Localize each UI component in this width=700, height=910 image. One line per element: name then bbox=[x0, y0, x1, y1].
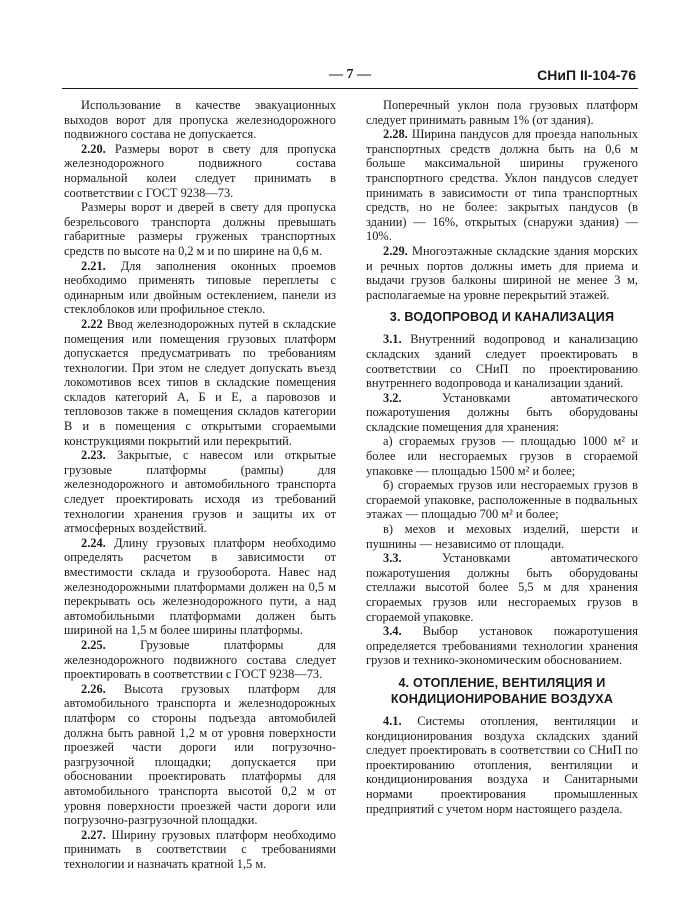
paragraph bbox=[366, 391, 638, 435]
paragraph-text: б) сгораемых грузов или несгораемых грузов в сгораемой упаковке, расположенные в подвальных этажах — площадью 700 м² и более; bbox=[366, 478, 638, 522]
clause-number: 3.4. bbox=[383, 624, 402, 639]
paragraph bbox=[64, 142, 336, 200]
paragraph bbox=[64, 448, 336, 536]
paragraph-text: Ширина пандусов для проезда напольных транспортных средств должна быть на 0,6 м больше максимальной ширины груженого транспортного средства. Уклон пандусов следует принимать в зависимости от типа транспортных средств, но не более: закрытых пандусов (в здании) — 16%, открытых (снаружи здания) — 10%. bbox=[366, 127, 638, 244]
clause-number: 2.24. bbox=[81, 535, 106, 550]
paragraph bbox=[366, 522, 638, 551]
section-4-heading: 4. ОТОПЛЕНИЕ, ВЕНТИЛЯЦИЯ И КОНДИЦИОНИРОВАНИЕ ВОЗДУХА bbox=[390, 675, 614, 706]
paragraph bbox=[366, 98, 638, 127]
paragraph bbox=[366, 624, 638, 668]
paragraph-text: Длину грузовых платформ необходимо определять расчетом в зависимости от вместимости склада и грузооборота. Навес над железнодорожными платформами должен на 0,5 м перекрывать ось железнодорожного пути, а над автомобильными платформами должен быть шириной на 1,5 м более ширины платформы. bbox=[64, 535, 336, 638]
clause-number: 3.3. bbox=[383, 551, 402, 566]
paragraph-text: Внутренний водопровод и канализацию складских зданий следует проектировать в соответствии со СНиП по проектированию внутреннего водопровода и канализации зданий. bbox=[366, 332, 638, 391]
paragraph-text: Выбор установок пожаротушения определяется требованиями технологии хранения грузов и технико-экономическим обоснованием. bbox=[366, 624, 638, 668]
paragraph-text: Системы отопления, вентиляции и кондиционирования воздуха складских зданий следует проектировать в соответствии со СНиП по проектированию отопления, вентиляции и кондиционирования воздуха и Санитарными нормами проектирования промышленных предприятий с учетом норм настоящего раздела. bbox=[366, 713, 638, 816]
clause-number: 2.27. bbox=[81, 827, 106, 842]
paragraph-text: Установками автоматического пожаротушения должны быть оборудованы складские помещения для хранения: bbox=[366, 390, 638, 434]
paragraph bbox=[366, 332, 638, 390]
paragraph bbox=[64, 200, 336, 258]
page-number: — 7 — bbox=[329, 67, 371, 82]
paragraph bbox=[366, 714, 638, 816]
clause-number: 2.23. bbox=[81, 448, 106, 463]
clause-number: 2.28. bbox=[383, 127, 408, 142]
paragraph-text: Ширину грузовых платформ необходимо принимать в соответствии с требованиями технологии и назначать кратной 1,5 м. bbox=[64, 827, 336, 871]
section-3-body bbox=[366, 332, 638, 668]
right-column bbox=[366, 98, 638, 816]
paragraph bbox=[64, 638, 336, 682]
paragraph-text: а) сгораемых грузов — площадью 1000 м² и более или несгораемых грузов в сгораемой упаковке — площадью 1500 м² и более; bbox=[366, 434, 638, 478]
paragraph-text: Установками автоматического пожаротушения должны быть оборудованы стеллажи высотой более 5,5 м для хранения сгораемых грузов или несгораемых грузов в сгораемой упаковке. bbox=[366, 551, 638, 624]
document-code: СНиП II-104-76 bbox=[537, 67, 636, 83]
paragraph-text: Ввод железнодорожных путей в складские помещения или помещения грузовых платформ допускается предусматривать по требованиям технологии. При этом не следует допускать въезд локомотивов всех типов в складские помещения складов категорий А, Б и Е, а паровозов и тепловозов также в помещения складов категории В и в помещения с открытыми сгораемыми конструкциями покрытий или перекрытий. bbox=[64, 316, 336, 448]
left-column bbox=[64, 98, 336, 871]
paragraph-text: Поперечный уклон пола грузовых платформ следует принимать равным 1% (от здания). bbox=[366, 98, 638, 127]
clause-number: 3.2. bbox=[383, 390, 402, 405]
section-4-body bbox=[366, 714, 638, 816]
header-rule bbox=[62, 88, 638, 89]
clause-number: 3.1. bbox=[383, 332, 402, 347]
paragraph bbox=[64, 259, 336, 317]
paragraph-text: Закрытые, с навесом или открытые грузовые платформы (рампы) для железнодорожного и автомобильного транспорта следует проектировать исходя из требований технологии хранения грузов и защиты их от атмосферных воздействий. bbox=[64, 448, 336, 536]
paragraph bbox=[64, 317, 336, 448]
paragraph-text: Размеры ворот в свету для пропуска железнодорожного подвижного состава нормальной колеи следует принимать в соответствии с ГОСТ 9238—73. bbox=[64, 141, 336, 200]
paragraph-text: в) мехов и меховых изделий, шерсти и пушнины — независимо от площади. bbox=[366, 522, 638, 551]
paragraph bbox=[366, 434, 638, 478]
right-column-top bbox=[366, 98, 638, 302]
paragraph bbox=[366, 551, 638, 624]
clause-number: 2.20. bbox=[81, 141, 106, 156]
section-3-heading: 3. ВОДОПРОВОД И КАНАЛИЗАЦИЯ bbox=[389, 310, 615, 325]
paragraph bbox=[366, 244, 638, 302]
paragraph-text: Грузовые платформы для железнодорожного подвижного состава следует проектировать в соответствии с ГОСТ 9238—73. bbox=[64, 637, 336, 682]
paragraph bbox=[64, 682, 336, 828]
paragraph bbox=[64, 98, 336, 142]
paragraph-text: Многоэтажные складские здания морских и речных портов должны иметь для приема и выдачи грузов балконы шириной не менее 3 м, располагаемые на уровне перекрытий этажей. bbox=[366, 243, 638, 302]
page-header bbox=[64, 64, 636, 86]
clause-number: 2.25. bbox=[81, 637, 106, 652]
clause-number: 2.22 bbox=[81, 316, 103, 331]
paragraph bbox=[64, 536, 336, 638]
paragraph bbox=[64, 828, 336, 872]
paragraph bbox=[366, 127, 638, 244]
clause-number: 2.26. bbox=[81, 681, 106, 696]
paragraph-text: Высота грузовых платформ для автомобильного транспорта и железнодорожных платформ со стороны подъезда автомобилей должна быть равной 1,2 м от уровня поверхности проезжей части дороги или погрузочно-разгрузочной площадки; допускается при обосновании проектировать платформы для автомобильного транспорта высотой 0,2 м от уровня поверхности проезжей части дороги или погрузочно-разгрузочной площадки. bbox=[64, 681, 336, 828]
paragraph-text: Для заполнения оконных проемов необходимо применять типовые переплеты с одинарным или двойным остеклением, панели из стеклоблоков или профильное стекло. bbox=[64, 258, 336, 317]
clause-number: 2.21. bbox=[81, 258, 106, 273]
paragraph-text: Использование в качестве эвакуационных выходов ворот для пропуска железнодорожного подвижного состава не допускается. bbox=[64, 98, 336, 142]
clause-number: 2.29. bbox=[383, 243, 408, 258]
clause-number: 4.1. bbox=[383, 713, 402, 728]
paragraph-text: Размеры ворот и дверей в свету для пропуска безрельсового транспорта должны превышать габаритные размеры груженых транспортных средств по высоте на 0,2 м и по ширине на 0,6 м. bbox=[64, 200, 336, 258]
paragraph bbox=[366, 478, 638, 522]
